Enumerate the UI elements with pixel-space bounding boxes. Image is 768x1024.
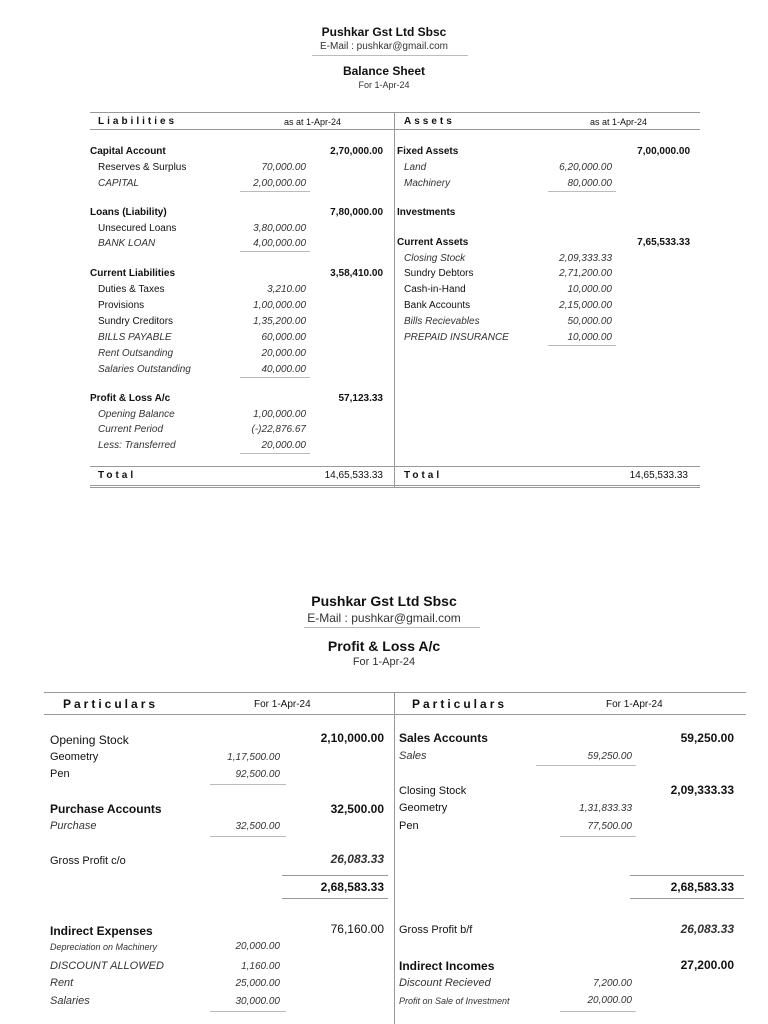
ledger-label: Rent (50, 977, 74, 989)
group-label: Purchase Accounts (50, 802, 162, 816)
ledger-label: Duties & Taxes (98, 284, 165, 295)
particulars-header-right: Particulars (412, 697, 508, 711)
ledger-value: 40,000.00 (261, 364, 306, 375)
ledger-label: Geometry (399, 802, 448, 814)
ledger-value: 6,20,000.00 (559, 162, 612, 173)
group-total: 57,123.33 (338, 393, 383, 404)
ledger-value: 7,200.00 (593, 978, 632, 989)
particulars-header-left: Particulars (63, 697, 159, 711)
group-total: 2,10,000.00 (320, 731, 384, 745)
ledger-label: Sales (399, 750, 427, 762)
company-name: Pushkar Gst Ltd Sbsc (311, 593, 457, 609)
asat-header-right: as at 1-Apr-24 (590, 117, 648, 127)
gross-profit-co-value: 26,083.33 (330, 852, 384, 866)
ledger-value: 1,17,500.00 (227, 752, 280, 763)
group-total: 7,00,000.00 (637, 146, 690, 157)
total-label-right: Total (404, 470, 443, 481)
ledger-value: 25,000.00 (235, 978, 280, 989)
ledger-label: Land (404, 162, 427, 173)
gross-profit-bf-label: Gross Profit b/f (399, 924, 473, 936)
page-title: Balance Sheet (342, 64, 426, 78)
company-name: Pushkar Gst Ltd Sbsc (321, 25, 447, 39)
asat-header-left: as at 1-Apr-24 (284, 117, 342, 127)
ledger-value: 4,00,000.00 (253, 238, 306, 249)
gross-profit-co-label: Gross Profit c/o (50, 855, 126, 867)
ledger-label: Sundry Debtors (404, 268, 474, 279)
ledger-value: 10,000.00 (567, 284, 612, 295)
ledger-label: Purchase (50, 820, 97, 832)
ledger-label: Geometry (50, 751, 99, 763)
group-label: Sales Accounts (399, 731, 488, 745)
ledger-label: Pen (50, 768, 70, 780)
ledger-value: 20,000.00 (235, 941, 280, 952)
period: For 1-Apr-24 (352, 656, 416, 668)
ledger-label: Reserves & Surplus (98, 162, 187, 173)
group-label: Capital Account (90, 146, 166, 157)
ledger-label: Rent Outsanding (98, 348, 174, 359)
group-label: Indirect Expenses (50, 924, 153, 938)
ledger-label: Unsecured Loans (98, 223, 177, 234)
ledger-value: 92,500.00 (235, 769, 280, 780)
ledger-value: (-)22,876.67 (251, 424, 306, 435)
ledger-label: PREPAID INSURANCE (404, 332, 509, 343)
group-total: 59,250.00 (680, 731, 734, 745)
ledger-value: 3,210.00 (267, 284, 306, 295)
ledger-label: Current Period (98, 424, 164, 435)
ledger-label: Pen (399, 820, 419, 832)
ledger-value: 20,000.00 (261, 348, 306, 359)
ledger-value: 1,00,000.00 (253, 409, 306, 420)
ledger-value: 1,160.00 (241, 961, 280, 972)
group-label: Opening Stock (50, 733, 129, 747)
group-total: 2,09,333.33 (670, 783, 734, 797)
page-title: Profit & Loss A/c (327, 638, 441, 654)
group-label: Profit & Loss A/c (90, 393, 171, 404)
ledger-label: Bank Accounts (404, 300, 471, 311)
for-header-left: For 1-Apr-24 (254, 699, 311, 710)
ledger-value: 2,71,200.00 (559, 268, 612, 279)
ledger-value: 20,000.00 (261, 440, 306, 451)
ledger-value: 77,500.00 (587, 821, 632, 832)
gross-profit-bf-value: 26,083.33 (680, 922, 734, 936)
group-label: Indirect Incomes (399, 959, 495, 973)
group-label: Investments (397, 207, 456, 218)
group-label: Fixed Assets (397, 146, 459, 157)
period: For 1-Apr-24 (358, 80, 410, 90)
ledger-value: 60,000.00 (261, 332, 306, 343)
ledger-label: Provisions (98, 300, 145, 311)
ledger-value: 32,500.00 (235, 821, 280, 832)
ledger-label: Salaries Outstanding (98, 364, 191, 375)
total-value-left: 14,65,533.33 (324, 470, 383, 481)
ledger-label: Less: Transferred (98, 440, 176, 451)
ledger-value: 2,00,000.00 (253, 178, 306, 189)
company-email: E-Mail : pushkar@gmail.com (307, 611, 461, 625)
ledger-value: 50,000.00 (567, 316, 612, 327)
ledger-value: 10,000.00 (567, 332, 612, 343)
ledger-label: DISCOUNT ALLOWED (50, 960, 164, 972)
ledger-value: 30,000.00 (235, 996, 280, 1007)
group-total: 7,80,000.00 (330, 207, 383, 218)
ledger-label: Discount Recieved (399, 977, 491, 989)
ledger-value: 80,000.00 (567, 178, 612, 189)
group-label: Loans (Liability) (90, 207, 167, 218)
ledger-label: Salaries (50, 995, 90, 1007)
ledger-label: BANK LOAN (98, 238, 156, 249)
ledger-value: 59,250.00 (587, 751, 632, 762)
ledger-value: 2,15,000.00 (559, 300, 612, 311)
for-header-right: For 1-Apr-24 (606, 699, 663, 710)
ledger-value: 1,00,000.00 (253, 300, 306, 311)
ledger-label: Closing Stock (404, 253, 466, 264)
ledger-value: 20,000.00 (587, 995, 632, 1006)
subtotal-right: 2,68,583.33 (670, 880, 734, 894)
ledger-label: Sundry Creditors (98, 316, 174, 327)
group-total: 32,500.00 (330, 802, 384, 816)
ledger-value: 1,31,833.33 (579, 803, 632, 814)
group-total: 3,58,410.00 (330, 268, 383, 279)
total-label-left: Total (98, 470, 137, 481)
ledger-value: 2,09,333.33 (559, 253, 612, 264)
assets-header: Assets (404, 116, 455, 127)
ledger-label: Bills Recievables (404, 316, 480, 327)
ledger-value: 3,80,000.00 (253, 223, 306, 234)
group-label: Current Assets (397, 237, 469, 248)
ledger-value: 1,35,200.00 (253, 316, 306, 327)
group-total: 7,65,533.33 (637, 237, 690, 248)
group-total: 76,160.00 (330, 922, 384, 936)
group-total: 27,200.00 (680, 958, 734, 972)
ledger-value: 70,000.00 (261, 162, 306, 173)
ledger-label: Opening Balance (98, 409, 175, 420)
subtotal-left: 2,68,583.33 (320, 880, 384, 894)
ledger-label: CAPITAL (98, 178, 139, 189)
ledger-label: BILLS PAYABLE (98, 332, 172, 343)
ledger-label: Machinery (404, 178, 451, 189)
group-label: Current Liabilities (90, 268, 176, 279)
company-email: E-Mail : pushkar@gmail.com (320, 41, 448, 52)
ledger-label: Profit on Sale of Investment (399, 996, 510, 1006)
liabilities-header: Liabilities (98, 116, 178, 127)
ledger-label: Depreciation on Machinery (50, 942, 158, 952)
ledger-label: Cash-in-Hand (404, 284, 466, 295)
group-label: Closing Stock (399, 785, 467, 797)
total-value-right: 14,65,533.33 (629, 470, 688, 481)
group-total: 2,70,000.00 (330, 146, 383, 157)
